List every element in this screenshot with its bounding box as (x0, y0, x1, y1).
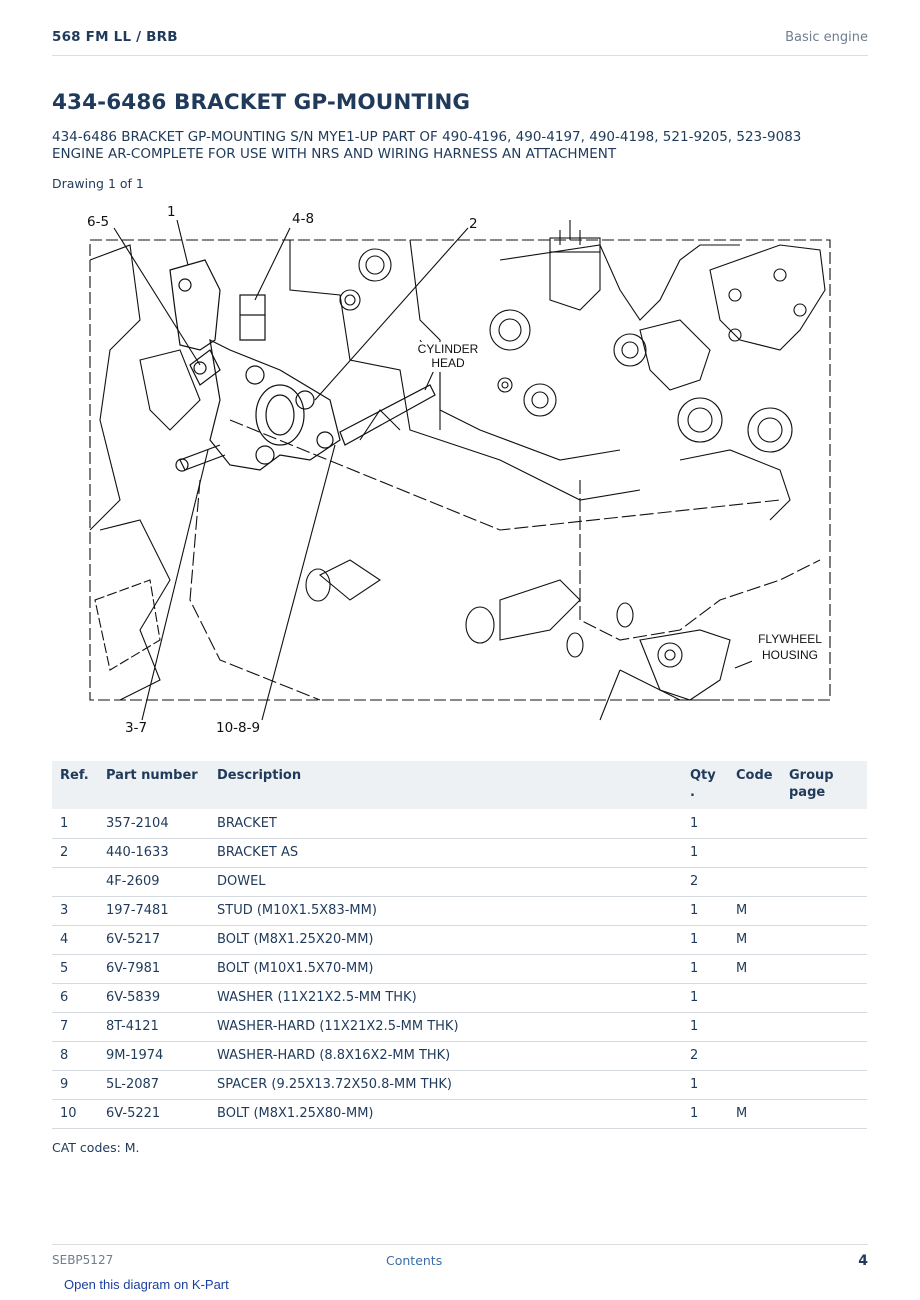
callout-4-8[interactable]: 4-8 (292, 211, 315, 227)
cell-part-number: 6V-5217 (98, 925, 209, 954)
callout-3-7[interactable]: 3-7 (125, 720, 148, 736)
cell-part-number: 357-2104 (98, 809, 209, 838)
footer-divider (52, 1244, 868, 1245)
cell-code (728, 809, 781, 838)
open-diagram-link[interactable]: Open this diagram on K-Part (64, 1277, 229, 1292)
col-header-part-number: Part number (106, 768, 198, 783)
table-row[interactable] (52, 809, 867, 838)
col-header-description: Description (217, 768, 302, 783)
cell-code (728, 867, 781, 896)
table-row[interactable] (52, 954, 867, 983)
diagram-frame (90, 240, 830, 700)
footer-page-number: 4 (858, 1253, 868, 1269)
parts-table (52, 761, 867, 1129)
cell-ref: 4 (52, 925, 98, 954)
cell-part-number: 6V-5839 (98, 983, 209, 1012)
cell-description: BRACKET AS (209, 838, 682, 867)
label-cylinder-head-line1: CYLINDER (417, 342, 479, 356)
manifold-right (710, 245, 825, 350)
cell-code (728, 1041, 781, 1070)
cell-part-number: 5L-2087 (98, 1070, 209, 1099)
table-header-row (52, 761, 867, 809)
table-row[interactable] (52, 1041, 867, 1070)
cell-qty: 1 (682, 809, 728, 838)
table-row[interactable] (52, 1099, 867, 1128)
table-row[interactable] (52, 896, 867, 925)
cell-group-page (781, 896, 867, 925)
cell-description: WASHER-HARD (8.8X16X2-MM THK) (209, 1041, 682, 1070)
col-header-ref: Ref. (60, 768, 89, 783)
cell-qty: 1 (682, 838, 728, 867)
cell-code: M (728, 954, 781, 983)
cell-group-page (781, 1041, 867, 1070)
cell-qty: 1 (682, 1070, 728, 1099)
cell-ref: 7 (52, 1012, 98, 1041)
cell-qty: 1 (682, 896, 728, 925)
cell-part-number: 6V-5221 (98, 1099, 209, 1128)
cell-group-page (781, 983, 867, 1012)
cell-ref: 6 (52, 983, 98, 1012)
cell-ref: 9 (52, 1070, 98, 1099)
cell-part-number: 8T-4121 (98, 1012, 209, 1041)
cell-description: BOLT (M10X1.5X70-MM) (209, 954, 682, 983)
cell-group-page (781, 809, 867, 838)
table-row[interactable] (52, 983, 867, 1012)
callout-10-8-9[interactable]: 10-8-9 (216, 720, 261, 736)
callout-6-5[interactable]: 6-5 (87, 214, 110, 230)
cell-group-page (781, 1070, 867, 1099)
col-header-code: Code (736, 768, 773, 783)
cell-code (728, 838, 781, 867)
cat-codes-note: CAT codes: M. (52, 1140, 140, 1155)
col-header-qty: Qty . (690, 768, 716, 800)
cell-qty: 1 (682, 1012, 728, 1041)
cell-ref: 2 (52, 838, 98, 867)
cell-qty: 1 (682, 983, 728, 1012)
cell-ref: 1 (52, 809, 98, 838)
cell-ref: 3 (52, 896, 98, 925)
callout-1[interactable]: 1 (167, 204, 176, 220)
cell-part-number: 440-1633 (98, 838, 209, 867)
cell-part-number: 9M-1974 (98, 1041, 209, 1070)
footer-contents-link[interactable]: Contents (386, 1253, 443, 1268)
table-row[interactable] (52, 925, 867, 954)
cell-code: M (728, 925, 781, 954)
cell-ref (52, 867, 98, 896)
flywheel-housing-part (640, 630, 730, 700)
cell-code (728, 1070, 781, 1099)
col-header-group-page: Group page (789, 768, 834, 800)
cell-ref: 10 (52, 1099, 98, 1128)
cell-description: BRACKET (209, 809, 682, 838)
cell-description: WASHER-HARD (11X21X2.5-MM THK) (209, 1012, 682, 1041)
parts-table-body (52, 809, 867, 1128)
cell-ref: 8 (52, 1041, 98, 1070)
cell-group-page (781, 867, 867, 896)
header-divider (52, 55, 868, 56)
table-row[interactable] (52, 1070, 867, 1099)
table-row[interactable] (52, 867, 867, 896)
table-row[interactable] (52, 838, 867, 867)
cell-qty: 2 (682, 867, 728, 896)
cell-description: STUD (M10X1.5X83-MM) (209, 896, 682, 925)
callout-2[interactable]: 2 (469, 216, 478, 232)
cell-description: BOLT (M8X1.25X80-MM) (209, 1099, 682, 1128)
engine-block-edge-left (90, 245, 140, 530)
label-flywheel-housing-line1: FLYWHEEL (758, 632, 822, 646)
cell-qty: 1 (682, 1099, 728, 1128)
label-flywheel-housing-line2: HOUSING (761, 648, 819, 662)
cell-group-page (781, 1012, 867, 1041)
cell-qty: 1 (682, 925, 728, 954)
cell-group-page (781, 925, 867, 954)
cell-code: M (728, 1099, 781, 1128)
cell-part-number: 6V-7981 (98, 954, 209, 983)
page-title: 434-6486 BRACKET GP-MOUNTING (52, 90, 471, 115)
page-subtitle: 434-6486 BRACKET GP-MOUNTING S/N MYE1-UP PART OF 490-4196, 490-4197, 490-4198, 521-9205, 523-9083 ENGINE AR-COMPLETE FOR USE WITH NRS AND WIRING HARNESS AN ATTACHMENT (52, 129, 802, 162)
cell-qty: 2 (682, 1041, 728, 1070)
cell-description: DOWEL (209, 867, 682, 896)
cell-description: WASHER (11X21X2.5-MM THK) (209, 983, 682, 1012)
label-cylinder-head-line2: HEAD (431, 356, 465, 370)
cell-part-number: 197-7481 (98, 896, 209, 925)
cell-code (728, 983, 781, 1012)
cell-code (728, 1012, 781, 1041)
footer-doc-id: SEBP5127 (52, 1253, 114, 1267)
cell-group-page (781, 1099, 867, 1128)
table-row[interactable] (52, 1012, 867, 1041)
drawing-label: Drawing 1 of 1 (52, 176, 144, 191)
page-header-title: 568 FM LL / BRB (52, 29, 178, 45)
stud (340, 385, 435, 445)
cell-group-page (781, 838, 867, 867)
page-header-section: Basic engine (785, 30, 868, 45)
cell-code: M (728, 896, 781, 925)
cell-description: SPACER (9.25X13.72X50.8-MM THK) (209, 1070, 682, 1099)
cell-part-number: 4F-2609 (98, 867, 209, 896)
cell-qty: 1 (682, 954, 728, 983)
parts-diagram[interactable] (80, 200, 840, 745)
cell-ref: 5 (52, 954, 98, 983)
cell-group-page (781, 954, 867, 983)
cell-description: BOLT (M8X1.25X20-MM) (209, 925, 682, 954)
